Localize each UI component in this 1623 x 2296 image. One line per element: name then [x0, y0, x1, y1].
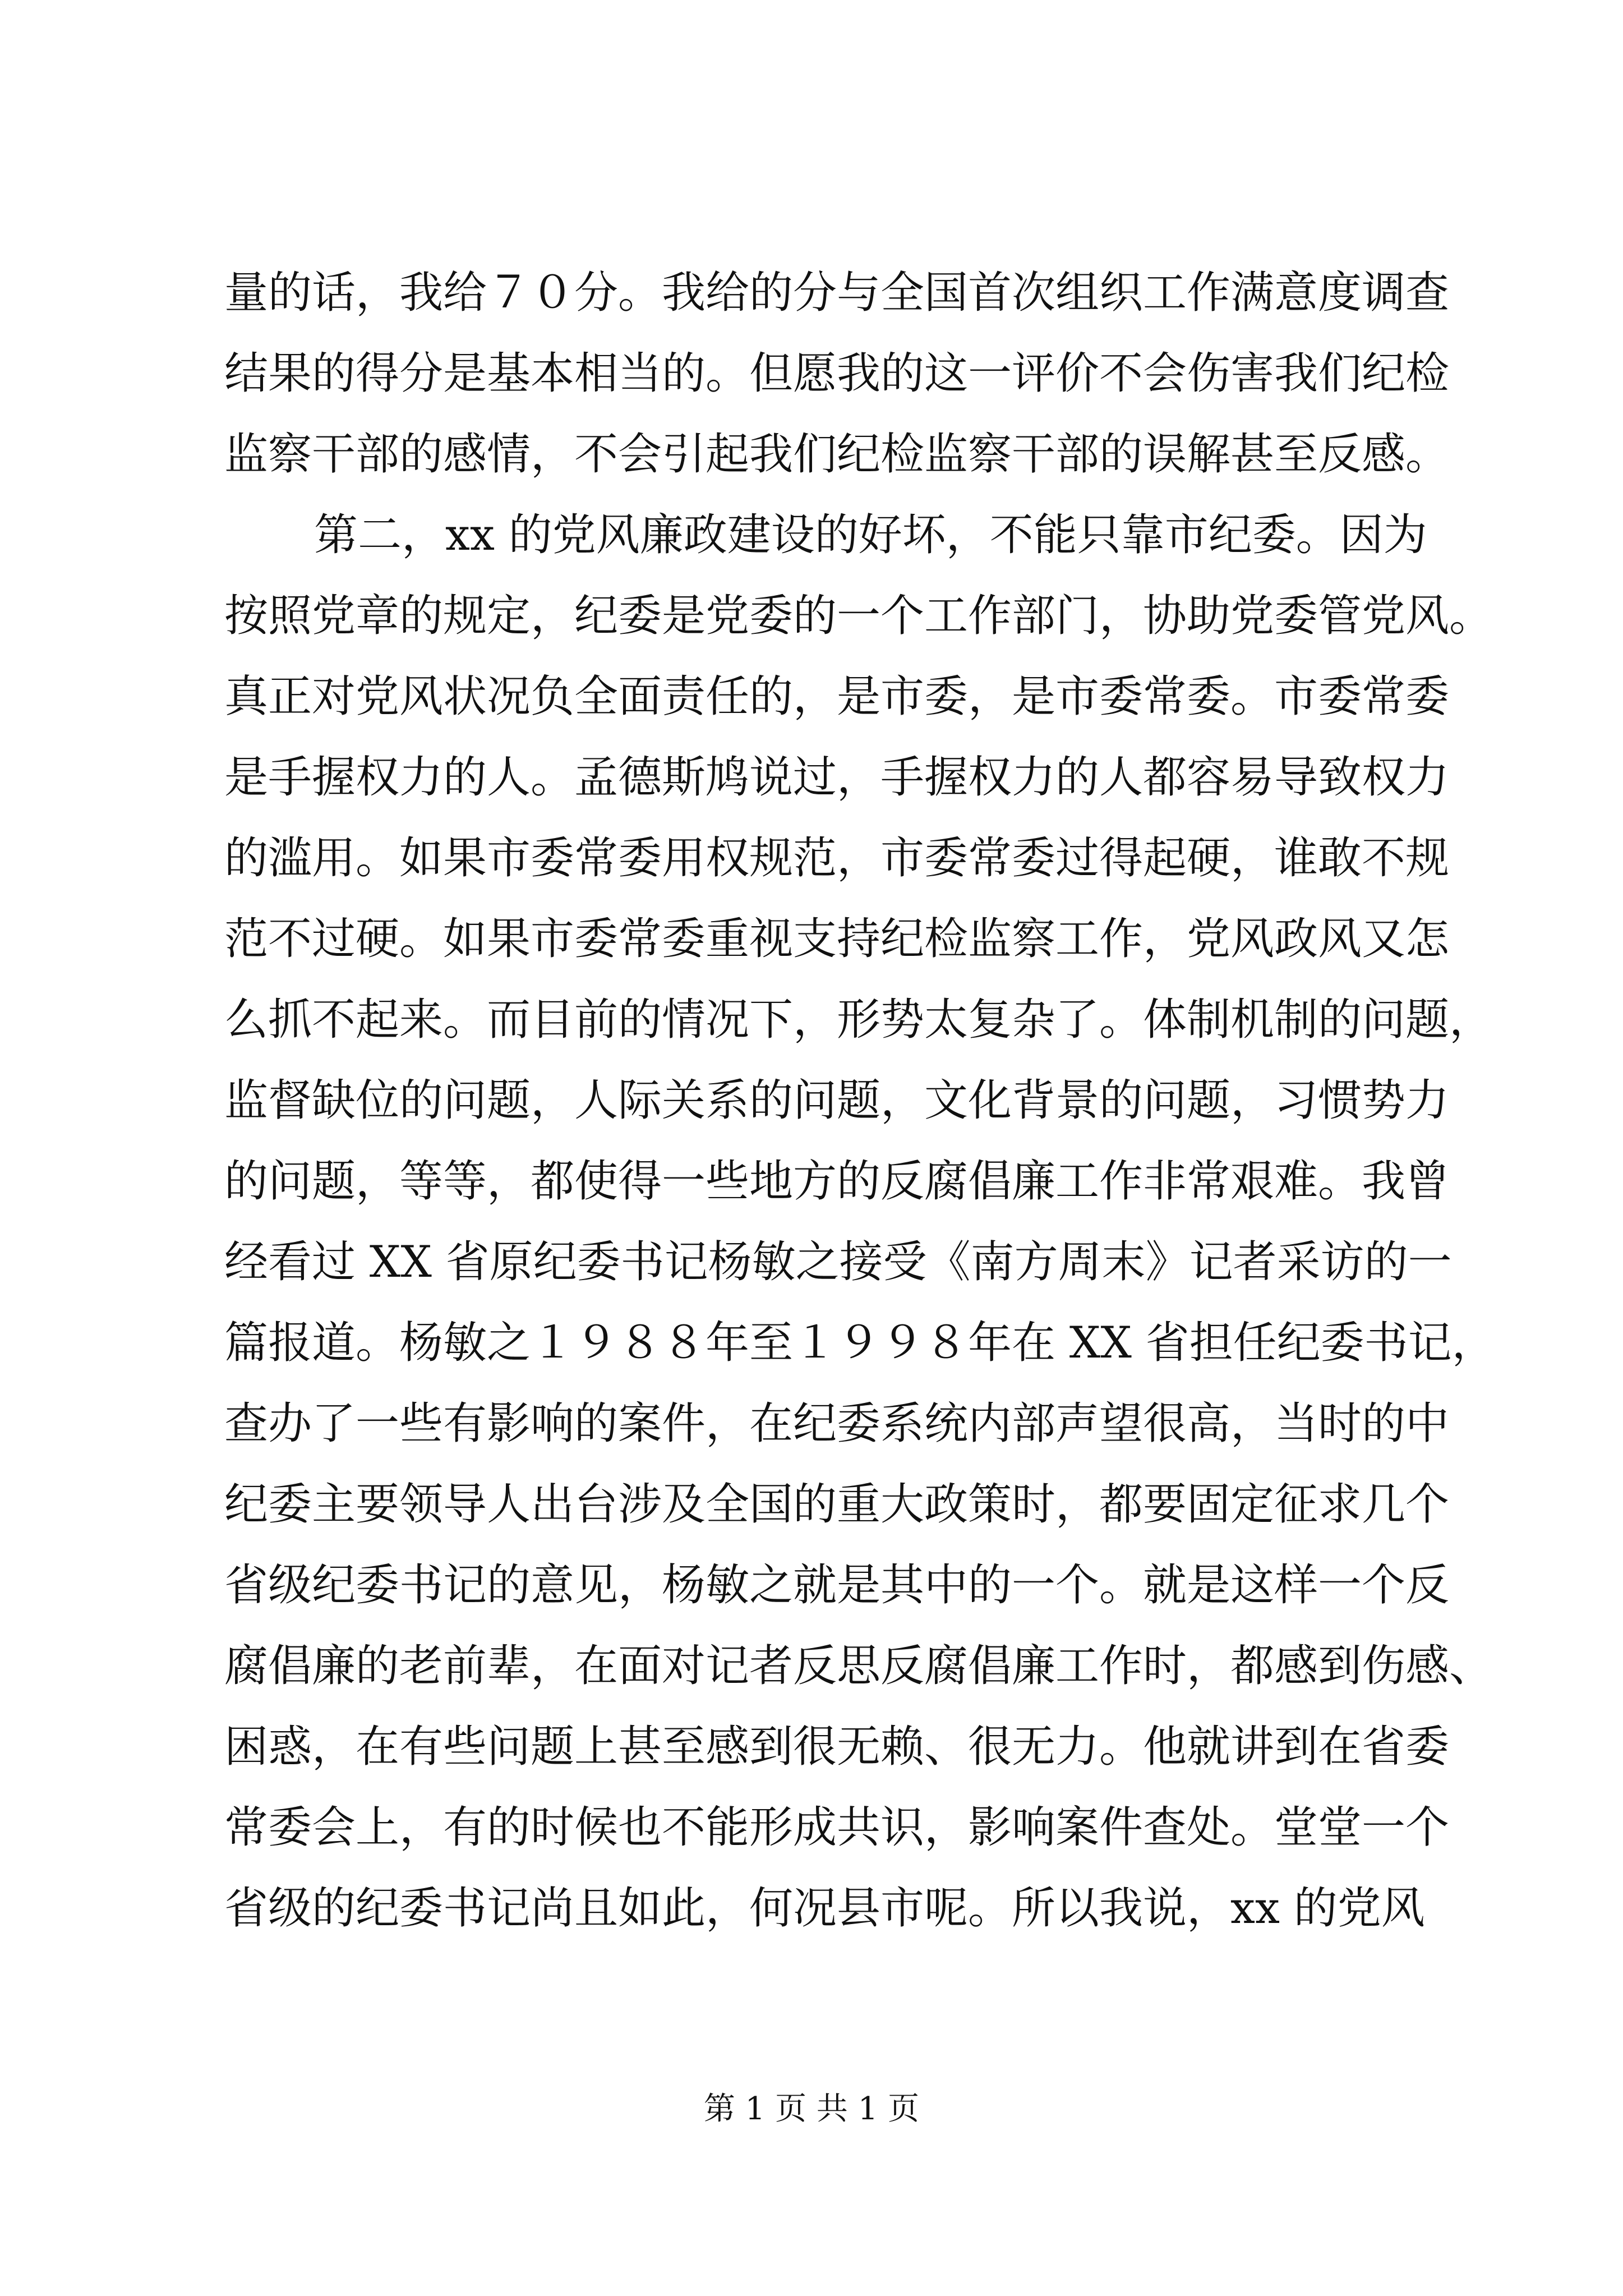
text-line: 么抓不起来。而目前的情况下，形势太复杂了。体制机制的问题， [224, 995, 1493, 1045]
text-line: 省级的纪委书记尚且如此，何况县市呢。所以我说，xx 的党风 [224, 1883, 1425, 1934]
text-line: 量的话，我给７０分。我给的分与全国首次组织工作满意度调查 [224, 268, 1450, 318]
page-number-footer: 第 1 页 共 1 页 [703, 2091, 920, 2127]
text-line: 是手握权力的人。孟德斯鸠说过，手握权力的人都容易导致权力 [224, 752, 1450, 803]
text-line: 省级纪委书记的意见，杨敏之就是其中的一个。就是这样一个反 [224, 1560, 1450, 1611]
body-text [224, 252, 1496, 1949]
text-line: 篇报道。杨敏之１９８８年至１９９８年在 XX 省担任纪委书记， [224, 1318, 1496, 1368]
text-line: 范不过硬。如果市委常委重视支持纪检监察工作，党风政风又怎 [224, 914, 1450, 964]
text-line: 监督缺位的问题，人际关系的问题，文化背景的问题，习惯势力 [224, 1075, 1450, 1126]
text-line: 经看过 XX 省原纪委书记杨敏之接受《南方周末》记者采访的一 [224, 1237, 1452, 1287]
text-line: 按照党章的规定，纪委是党委的一个工作部门，协助党委管党风。 [224, 591, 1493, 641]
paragraph-first-line: 第二，xx 的党风廉政建设的好坏，不能只靠市纪委。因为 [314, 510, 1427, 560]
text-line: 的滥用。如果市委常委用权规范，市委常委过得起硬，谁敢不规 [224, 833, 1450, 884]
text-line: 的问题，等等，都使得一些地方的反腐倡廉工作非常艰难。我曾 [224, 1156, 1450, 1207]
text-line: 困惑，在有些问题上甚至感到很无赖、很无力。他就讲到在省委 [224, 1722, 1450, 1772]
text-line: 结果的得分是基本相当的。但愿我的这一评价不会伤害我们纪检 [224, 348, 1450, 399]
text-line: 真正对党风状况负全面责任的，是市委，是市委常委。市委常委 [224, 671, 1450, 722]
text-line: 常委会上，有的时候也不能形成共识，影响案件查处。堂堂一个 [224, 1802, 1450, 1853]
text-line: 腐倡廉的老前辈，在面对记者反思反腐倡廉工作时，都感到伤感、 [224, 1641, 1493, 1691]
text-line: 纪委主要领导人出台涉及全国的重大政策时，都要固定征求几个 [224, 1479, 1450, 1530]
text-line: 监察干部的感情，不会引起我们纪检监察干部的误解甚至反感。 [224, 429, 1450, 480]
text-line: 查办了一些有影响的案件，在纪委系统内部声望很高，当时的中 [224, 1398, 1450, 1449]
